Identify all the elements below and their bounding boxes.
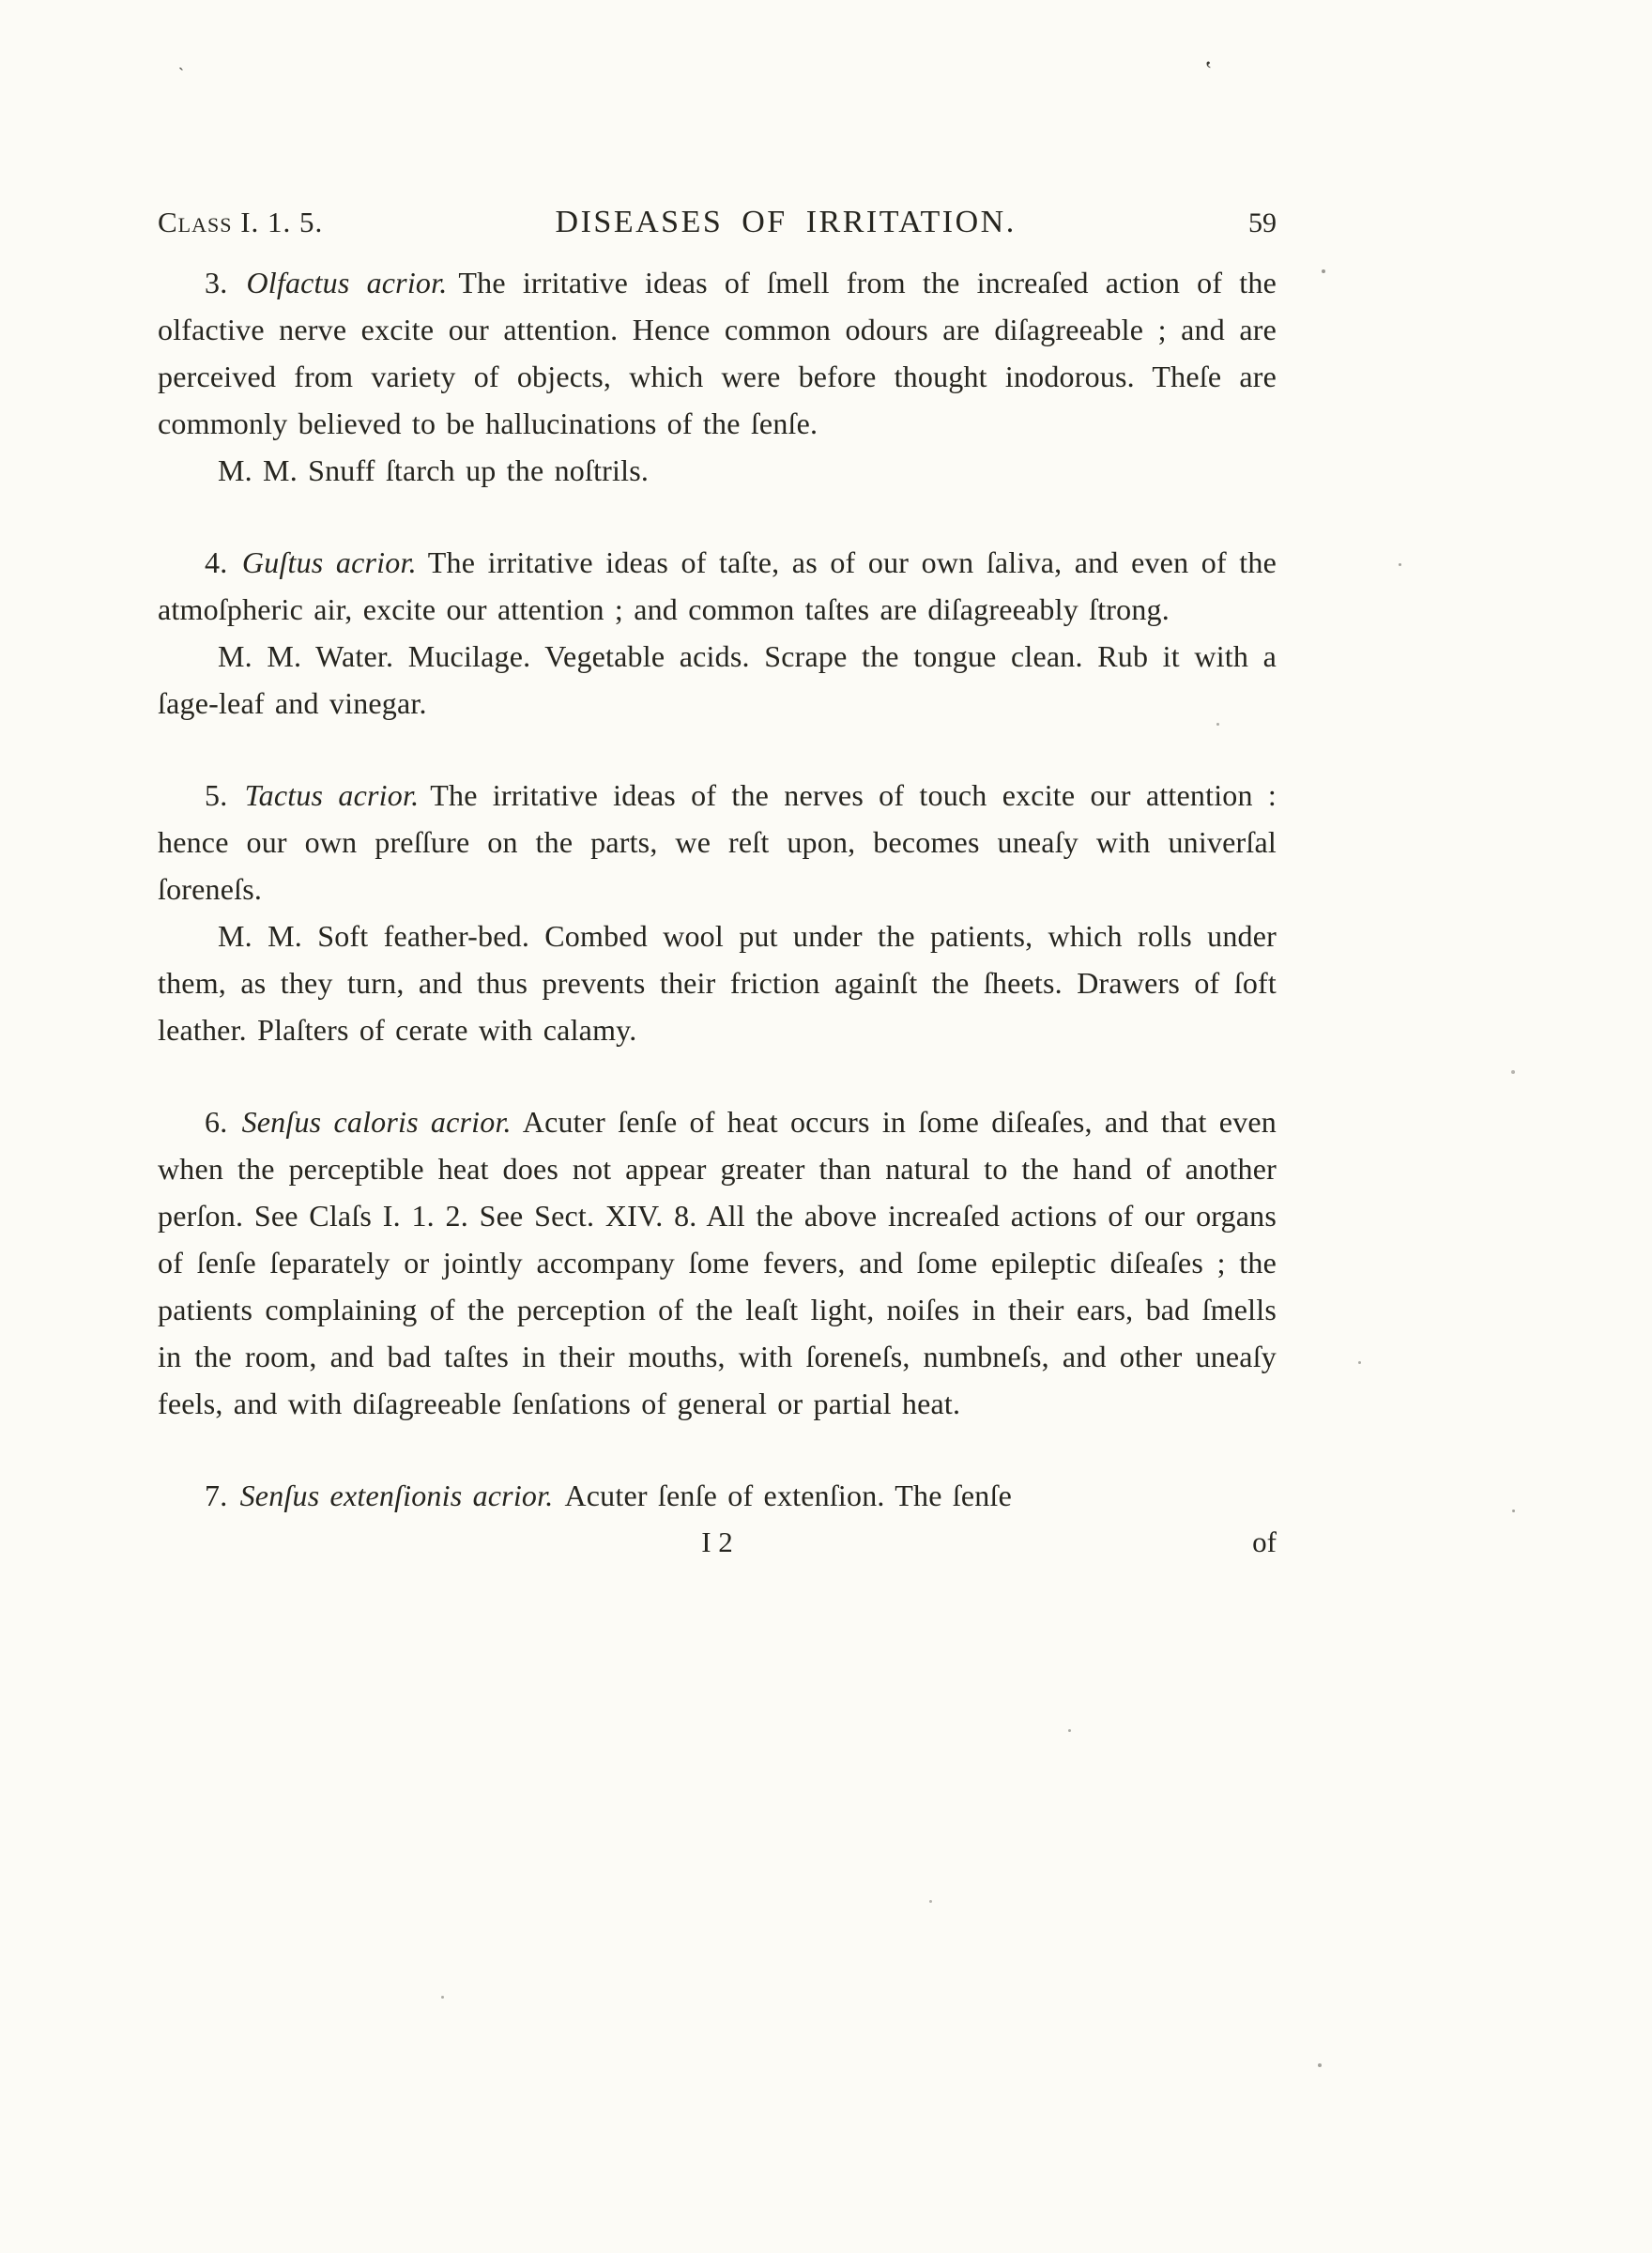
scan-mark-top-left: `: [178, 65, 184, 84]
scan-speck: [1512, 1510, 1515, 1512]
footer: [158, 1519, 1277, 1566]
section-7: [158, 1472, 1277, 1519]
section-4-paragraph: [158, 539, 1277, 633]
section-5: [158, 772, 1277, 1053]
section-5-number: 5.: [205, 778, 228, 812]
catchword: of: [1252, 1525, 1277, 1558]
section-5-paragraph: [158, 772, 1277, 912]
section-6-paragraph: [158, 1098, 1277, 1427]
section-6-body: Acuter ſenſe of heat occurs in ſome diſeaſes, and that even when the perceptible heat does not appear greater than natural to the hand of another perſon. See Claſs I. 1. 2. See Sect. XIV. 8. All the above increaſed actions of our organs of ſenſe ſeparately or jointly accompany ſome fevers, and ſome epileptic diſeaſes ; the patients complaining of the perception of the leaſt light, noiſes in their ears, bad ſmells in the room, and bad taſtes in their mouths, with ſoreneſs, numbneſs, and other uneaſy feels, and with diſagreeable ſenſations of general or partial heat.: [158, 1105, 1277, 1420]
section-7-latin-term: Senſus extenſionis acrior.: [239, 1479, 554, 1512]
section-4-number: 4.: [205, 545, 228, 579]
scan-mark-top-right: ‛: [1204, 56, 1213, 84]
section-3-materia-medica: M. M. Snuff ſtarch up the noſtrils.: [218, 453, 650, 487]
page-header: [158, 205, 1277, 240]
section-7-number: 7.: [205, 1479, 228, 1512]
scan-speck: [1358, 1361, 1361, 1364]
section-3-body: The irritative ideas of ſmell from the increaſed action of the olfactive nerve excite our attention. Hence common odours are diſagreeable ; and are perceived from variety of objects, which were before thought inodorous. Theſe are commonly believed to be hallucinations of the ſenſe.: [158, 266, 1277, 440]
signature-mark: I 2: [701, 1525, 733, 1558]
section-4-materia-medica: M. M. Water. Mucilage. Vegetable acids. Scrape the tongue clean. Rub it with a ſage-leaf and vinegar.: [158, 639, 1277, 720]
scan-speck: [1322, 269, 1325, 273]
section-5-latin-term: Tactus acrior.: [244, 778, 420, 812]
section-6-latin-term: Senſus caloris acrior.: [241, 1105, 512, 1139]
scan-speck: [1068, 1729, 1071, 1732]
section-5-body: The irritative ideas of the nerves of touch excite our attention : hence our own preſſure on the parts, we reſt upon, becomes uneaſy with univerſal ſoreneſs.: [158, 778, 1277, 906]
scan-speck: [441, 1996, 444, 1999]
text-block: [158, 205, 1277, 1566]
section-3-latin-term: Olfactus acrior.: [246, 266, 448, 299]
section-3-paragraph: [158, 259, 1277, 447]
section-6: [158, 1098, 1277, 1427]
scan-speck: [1511, 1070, 1515, 1074]
section-5-materia-medica: M. M. Soft feather-bed. Combed wool put under the patients, which rolls under them, as they turn, and thus prevents their friction againſt the ſheets. Drawers of ſoft leather. Plaſters of cerate with calamy.: [158, 919, 1277, 1047]
scan-speck: [929, 1900, 932, 1903]
scan-speck: [1318, 2063, 1322, 2067]
scan-speck: [1399, 563, 1401, 566]
section-4: [158, 539, 1277, 727]
page-number: 59: [1247, 207, 1277, 238]
page-title: DISEASES OF IRRITATION.: [555, 205, 1017, 239]
section-4-latin-term: Guſtus acrior.: [241, 545, 417, 579]
section-4-body: The irritative ideas of taſte, as of our own ſaliva, and even of the atmoſpheric air, excite our attention ; and common taſtes are diſagreeably ſtrong.: [158, 545, 1277, 626]
section-3-number: 3.: [205, 266, 228, 299]
section-7-paragraph: [158, 1472, 1277, 1519]
section-6-number: 6.: [205, 1105, 228, 1139]
section-7-body: Acuter ſenſe of extenſion. The ſenſe: [564, 1479, 1012, 1512]
class-heading: Class I. 1. 5.: [158, 206, 324, 238]
section-3: [158, 259, 1277, 494]
